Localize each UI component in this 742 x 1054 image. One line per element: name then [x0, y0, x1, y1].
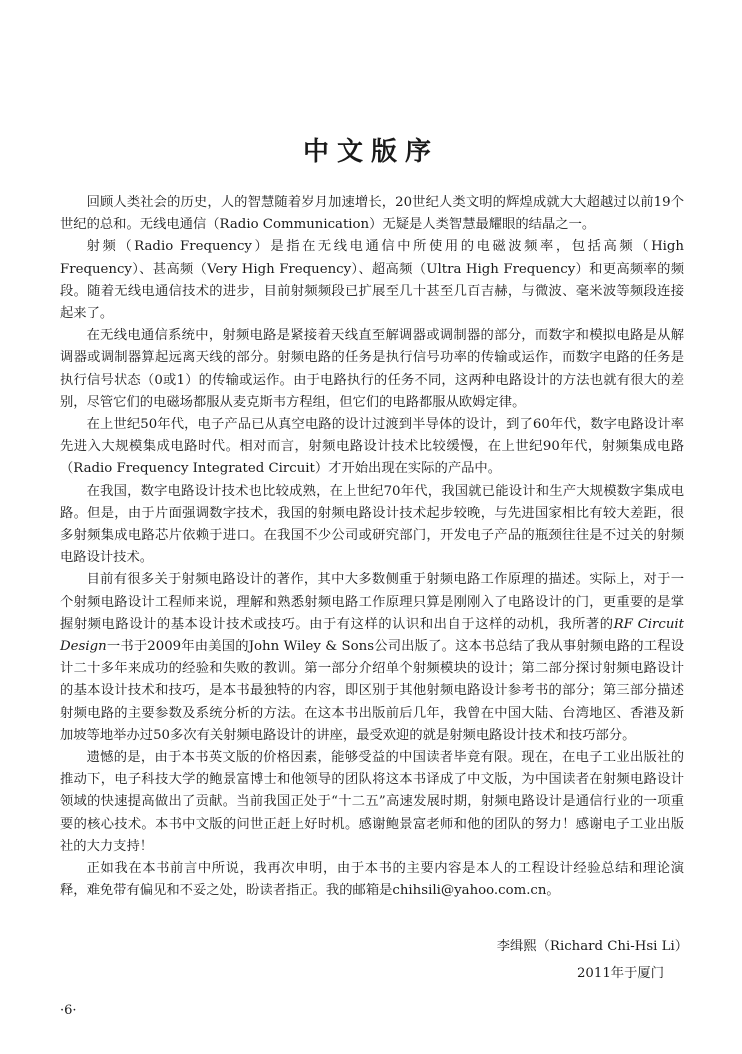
- paragraph-6: [60, 569, 684, 747]
- paragraph-8: 正如我在本书前言中所说，我再次申明，由于本书的主要内容是本人的工程设计经验总结和理论演释，难免带有偏见和不妥之处，盼读者指正。我的邮箱是chihsili@yahoo.com.cn。: [60, 861, 684, 899]
- paragraph-7: 遗憾的是，由于本书英文版的价格因素，能够受益的中国读者毕竟有限。现在，在电子工业出版社的推动下，电子科技大学的鲍景富博士和他领导的团队将这本书译成了中文版，为中国读者在射频电路设计领域的快速提高做出了贡献。当前我国正处于“十二五”高速发展时期，射频电路设计是通信行业的一项重要的核心技术。本书中文版的问世正赶上好时机。感谢鲍景富老师和他的团队的努力！感谢电子工业出版社的大力支持！: [60, 750, 684, 854]
- paragraph-1: 回顾人类社会的历史，人的智慧随着岁月加速增长，20世纪人类文明的辉煌成就大大超越过以前19个世纪的总和。无线电通信（Radio Communication）无疑是人类智慧最耀眼的结晶之一。: [60, 195, 684, 233]
- book-title-italic: RF Circuit Design: [60, 616, 685, 655]
- page-number: ·6·: [60, 1003, 77, 1018]
- paragraph-2: 射频（Radio Frequency）是指在无线电通信中所使用的电磁波频率，包括高频（High Frequency）、甚高频（Very High Frequency）、超高频（Ultra High Frequency）和更高频率的频段。随着无线电通信技术的进步，目前射频频段已扩展至几十甚至几百吉赫，与微波、毫米波等频段连接起来了。: [60, 239, 684, 322]
- paragraph-5: 在我国，数字电路设计技术也比较成熟，在上世纪70年代，我国就已能设计和生产大规模数字集成电路。但是，由于片面强调数字技术，我国的射频电路设计技术起步较晚，与先进国家相比有较大差距，很多射频集成电路芯片依赖于进口。在我国不少公司或研究部门，开发电子产品的瓶颈往往是不过关的射频电路设计技术。: [60, 483, 684, 566]
- preface-body: [60, 192, 684, 903]
- paragraph-4: 在上世纪50年代，电子产品已从真空电路的设计过渡到半导体的设计，到了60年代，数字电路设计率先进入大规模集成电路时代。相对而言，射频电路设计技术比较缓慢，在上世纪90年代，射频集成电路（Radio Frequency Integrated Circuit）才开始出现在实际的产品中。: [60, 417, 684, 477]
- paragraph-6-after: 一书于2009年由美国的John Wiley & Sons公司出版了。这本书总结了我从事射频电路的工程设计二十多年来成功的经验和失败的教训。第一部分介绍单个射频模块的设计；第二部分探讨射频电路设计的基本设计技术和技巧，是本书最独特的内容，即区别于其他射频电路设计参考书的部分；第三部分描述射频电路的主要参数及系统分析的方法。在这本书出版前后几年，我曾在中国大陆、台湾地区、香港及新加坡等地举办过50多次有关射频电路设计的讲座，最受欢迎的就是射频电路设计技术和技巧部分。: [60, 639, 684, 743]
- signature-name: 李缉熙（Richard Chi-Hsi Li）: [496, 939, 688, 954]
- paragraph-6-before: 目前有很多关于射频电路设计的著作，其中大多数侧重于射频电路工作原理的描述。实际上，对于一个射频电路设计工程师来说，理解和熟悉射频电路工作原理只算是刚刚入了电路设计的门，更重要的是掌握射频电路设计的基本设计技术或技巧。由于有这样的认识和出自于这样的动机，我所著的: [60, 572, 684, 632]
- paragraph-3: 在无线电通信系统中，射频电路是紧接着天线直至解调器或调制器的部分，而数字和模拟电路是从解调器或调制器算起远离天线的部分。射频电路的任务是执行信号功率的传输或运作，而数字电路的任务是执行信号状态（0或1）的传输或运作。由于电路执行的任务不同，这两种电路设计的方法也就有很大的差别，尽管它们的电磁场都服从麦克斯韦方程组，但它们的电路都服从欧姆定律。: [60, 328, 684, 410]
- page-title: 中文版序: [302, 137, 439, 167]
- signature-date: 2011年于厦门: [576, 966, 664, 981]
